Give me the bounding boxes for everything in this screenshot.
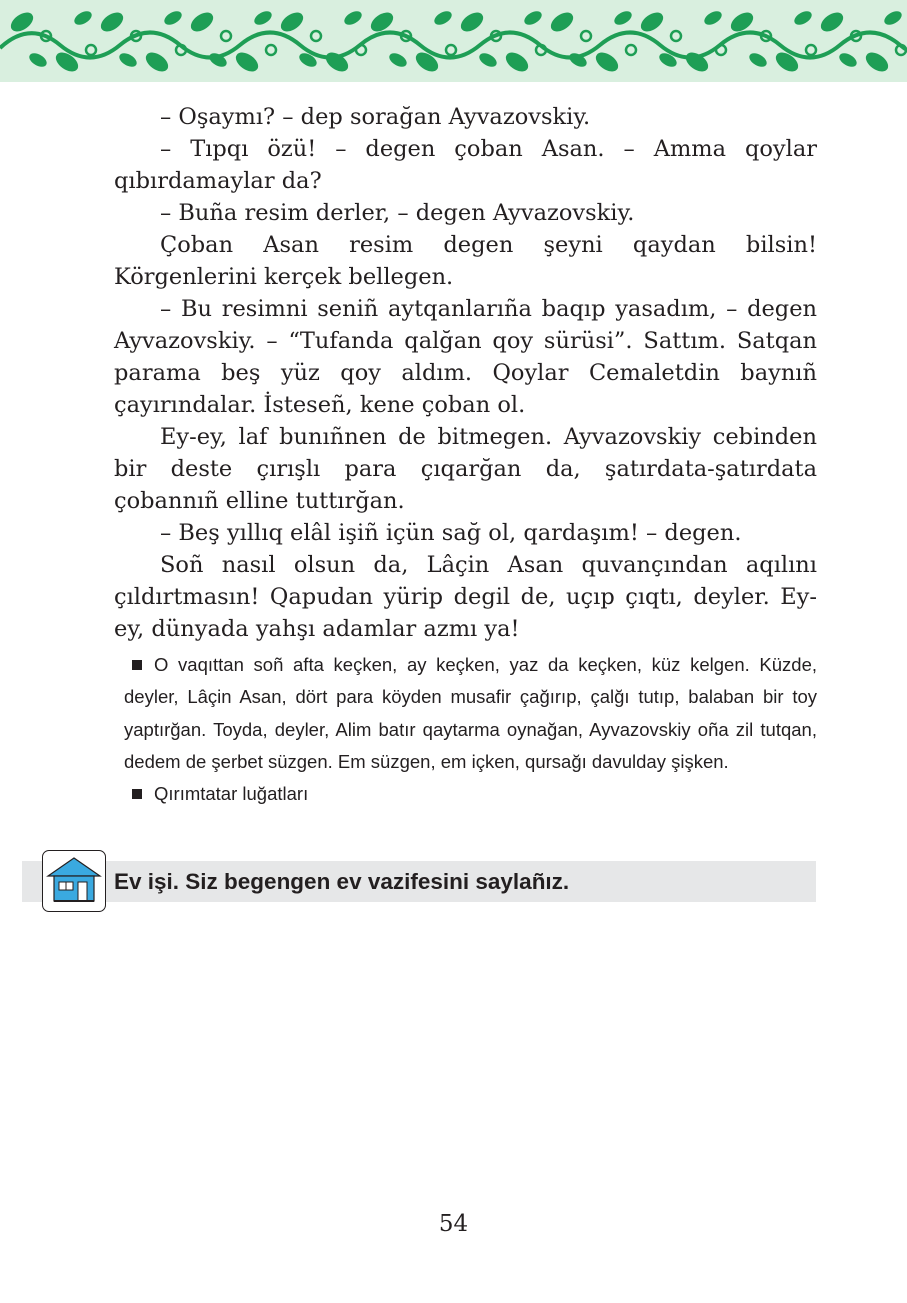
curl-shape: [581, 31, 591, 41]
leaf-shape: [793, 9, 814, 27]
story-paragraph: Ey-ey, laf bunıñnen de bitmegen. Ayvazovskiy cebinden bir deste çırışlı para çıqarğan da, şatırdata-şatırdata çobannıñ elline tuttırğan.: [114, 424, 817, 514]
leaf-shape: [838, 51, 859, 69]
leaf-shape: [638, 9, 666, 34]
leaf-shape: [613, 9, 634, 27]
story-paragraph: Soñ nasıl olsun da, Lâçin Asan quvançından aqılını çıldırtmasın! Qapudan yürip degil de, uçıp çıqtı, deyler. Ey-ey, dünyada yahşı adamlar azmı ya!: [114, 552, 817, 642]
leaf-shape: [98, 9, 126, 34]
leaf-shape: [143, 49, 171, 74]
leaf-shape: [278, 9, 306, 34]
note-text: O vaqıttan soñ afta keçken, ay keçken, yaz da keçken, küz kelgen. Küzde, deyler, Lâçin Asan, dört para köyden musafir çağırıp, çalğı tutıp, balaban bir toy yaptırğan. Toyda, deyler, Alim batır qaytarma oynağan, Ayvazovskiy oña zil tutqan, dedem de şerbet süzgen. Em süzgen, em içken, qursağı davulday şişken.: [124, 654, 817, 772]
curl-shape: [671, 31, 681, 41]
leaf-shape: [343, 9, 364, 27]
story-paragraph: – Oşaymı? – dep sorağan Ayvazovskiy.: [160, 104, 591, 130]
homework-text: Ev işi. Siz begengen ev vazifesini saylañız.: [114, 869, 570, 894]
curl-shape: [806, 45, 816, 55]
square-bullet-icon: [132, 660, 142, 670]
leaf-shape: [748, 51, 769, 69]
leaf-shape: [433, 9, 454, 27]
leaf-shape: [503, 49, 531, 74]
leaf-shape: [253, 9, 274, 27]
leaf-shape: [458, 9, 486, 34]
leaf-shape: [233, 49, 261, 74]
curl-shape: [221, 31, 231, 41]
story-paragraph: – Bu resimni seniñ aytqanlarıña baqıp yasadım, – degen Ayvazovskiy. – “Tufanda qalğan qoy sürüsi”. Sattım. Satqan parama beş yüz qoy aldım. Qoylar Cemaletdin baynıñ çayırındalar. İsteseñ, kene çoban ol.: [114, 296, 817, 418]
leaf-shape: [388, 51, 409, 69]
leaf-shape: [28, 51, 49, 69]
leaf-shape: [818, 9, 846, 34]
leaf-shape: [118, 51, 139, 69]
leaf-shape: [73, 9, 94, 27]
notes-list: [124, 649, 817, 810]
decorative-banner: [0, 0, 907, 82]
leaf-shape: [593, 49, 621, 74]
note-item: [124, 778, 817, 810]
page-number: 54: [438, 1211, 469, 1237]
leaf-shape: [163, 9, 184, 27]
vine-ornament: [0, 0, 907, 82]
house-icon: [42, 850, 106, 912]
story-paragraph: Çoban Asan resim degen şeyni qaydan bilsin! Körgenlerini kerçek bellegen.: [114, 232, 817, 290]
leaf-shape: [703, 9, 724, 27]
story-text: [114, 101, 817, 645]
note-item: [124, 649, 817, 778]
curl-shape: [311, 31, 321, 41]
leaf-shape: [523, 9, 544, 27]
leaf-shape: [863, 49, 891, 74]
leaf-shape: [188, 9, 216, 34]
square-bullet-icon: [132, 789, 142, 799]
note-text: Qırımtatar luğatları: [154, 783, 309, 805]
story-paragraph: – Tıpqı özü! – degen çoban Asan. – Amma qoylar qıbırdamaylar da?: [114, 136, 817, 194]
curl-shape: [626, 45, 636, 55]
curl-shape: [446, 45, 456, 55]
leaf-shape: [478, 51, 499, 69]
leaf-shape: [548, 9, 576, 34]
story-paragraph: – Buña resim derler, – degen Ayvazovskiy.: [160, 200, 635, 226]
curl-shape: [266, 45, 276, 55]
story-paragraph: – Beş yıllıq elâl işiñ içün sağ ol, qardaşım! – degen.: [160, 520, 742, 546]
leaf-shape: [8, 9, 36, 34]
curl-shape: [86, 45, 96, 55]
leaf-shape: [883, 9, 904, 27]
